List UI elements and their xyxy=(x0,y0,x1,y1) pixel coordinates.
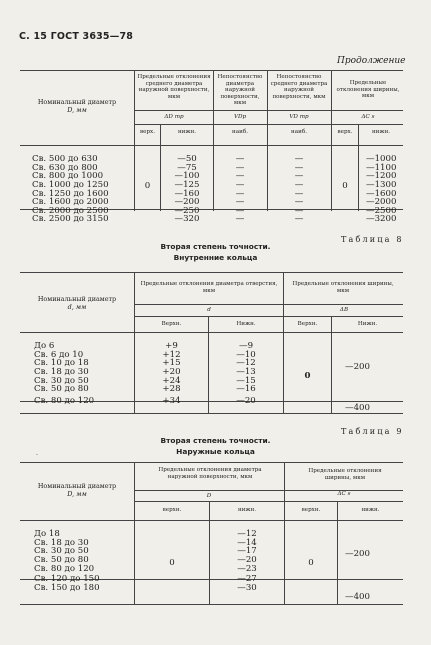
row-label: До 18 xyxy=(34,529,60,539)
table-rule xyxy=(20,145,403,146)
column-header-bore-deviation: Предельные отклонения диаметра отверстия, мкм xyxy=(140,281,278,294)
mean-diameter-variation-column xyxy=(268,155,330,224)
table-rule xyxy=(284,462,285,604)
table-rule xyxy=(358,124,359,211)
width-upper-value: 0 xyxy=(308,558,314,568)
table-rule xyxy=(20,332,403,333)
row-label: Св. 80 до 120 xyxy=(34,563,95,574)
row-label: Св. 18 до 30 xyxy=(34,537,89,548)
column-header-nominal-symbol: D, мм xyxy=(67,490,87,498)
width-lower-value: —3200 xyxy=(366,214,397,225)
dash-value: — xyxy=(294,188,304,199)
subheader-lower: нижн. xyxy=(177,129,197,135)
dash-value: — xyxy=(235,205,245,216)
page-header: С. 15 ГОСТ 3635—78 xyxy=(19,31,134,42)
dash-value: — xyxy=(294,162,304,173)
row-label: Св. 1000 до 1250 xyxy=(32,179,109,190)
lower-deviation-value: —13 xyxy=(236,366,256,377)
row-label: Св. 500 до 630 xyxy=(32,154,98,164)
table-title: Вторая степень точности. xyxy=(160,436,271,445)
symbol-delta-b: ΔB xyxy=(339,307,349,313)
upper-deviation-value: +9 xyxy=(165,341,178,351)
table-rule xyxy=(20,272,403,273)
table-rule xyxy=(20,520,403,521)
column-header-nominal-symbol: d, мм xyxy=(67,303,87,311)
row-label: Св. 50 до 80 xyxy=(34,554,89,565)
table-rule xyxy=(20,604,403,605)
column-header-nominal: Номинальный диаметр xyxy=(37,98,117,106)
table-title: Вторая степень точности. xyxy=(160,242,271,251)
lower-deviation-value: —27 xyxy=(237,574,257,585)
table-subtitle: Наружные кольца xyxy=(176,447,255,456)
lower-deviation-value: —30 xyxy=(237,582,257,593)
row-label: Св. 1600 до 2000 xyxy=(32,197,109,208)
dash-value: — xyxy=(294,205,304,216)
row-label: Св. 800 до 1000 xyxy=(32,171,104,182)
table-rule xyxy=(283,272,284,413)
row-label: Св. 6 до 10 xyxy=(34,349,84,360)
column-header-nominal: Номинальный диаметр xyxy=(37,295,117,303)
dash-value: — xyxy=(235,154,245,164)
lower-deviation-value: —10 xyxy=(236,349,256,360)
column-header-width-deviation: Предельные отклонения ширины, мкм xyxy=(336,80,400,100)
table-rule xyxy=(134,110,403,111)
upper-deviation-value: +24 xyxy=(162,375,181,386)
dash-value: — xyxy=(235,197,245,208)
lower-deviation-value: —9 xyxy=(238,341,254,351)
subheader-upper: верх. xyxy=(140,129,155,135)
row-label: Св. 30 до 50 xyxy=(34,375,89,386)
subheader-lower: нижн. xyxy=(371,129,391,135)
subheader-max: наиб. xyxy=(291,129,307,135)
lower-deviation-value: —12 xyxy=(236,358,256,369)
table-rule xyxy=(337,501,338,604)
table-rule xyxy=(331,316,332,413)
lower-deviation-value: —12 xyxy=(237,529,257,539)
width-lower-value: —2500 xyxy=(366,205,397,216)
upper-deviation-value: +28 xyxy=(162,384,181,395)
diameter-variation-column xyxy=(214,155,266,224)
subheader-lower: нижн. xyxy=(361,507,380,513)
lower-deviation-column xyxy=(209,342,283,405)
width-lower-value: —400 xyxy=(345,592,370,602)
column-header-mean-diameter-variation: Непостоянство среднего диаметра наружной поверхности, мкм xyxy=(270,74,328,100)
table-rule xyxy=(20,462,403,463)
subheader-upper: верх. xyxy=(337,129,353,135)
upper-deviation-value: 0 xyxy=(169,558,175,568)
row-label: Св. 120 до 150 xyxy=(34,574,100,585)
dash-value: — xyxy=(235,171,245,182)
row-label: Св. 80 до 120 xyxy=(34,395,95,406)
row-label: До 6 xyxy=(34,341,55,351)
subheader-lower: Нижн. xyxy=(236,321,256,327)
upper-deviation-value: +12 xyxy=(162,349,181,360)
dash-value: — xyxy=(294,197,304,208)
lower-deviation-value: —20 xyxy=(237,554,257,565)
upper-deviation-value: +20 xyxy=(162,366,181,377)
lower-deviation-value: —160 xyxy=(174,188,200,199)
lower-deviation-value: —50 xyxy=(177,154,197,164)
width-lower-value: —1200 xyxy=(366,171,397,182)
row-label: Св. 2000 до 2500 xyxy=(32,205,109,216)
upper-deviation-column xyxy=(135,342,208,405)
subheader-lower: нижн. xyxy=(237,507,257,513)
width-lower-value: —2000 xyxy=(366,197,397,208)
subheader-upper: верхн. xyxy=(301,507,321,513)
row-labels xyxy=(34,342,94,405)
symbol-vdmp: VD mp xyxy=(289,114,309,120)
lower-deviation-value: —23 xyxy=(237,563,257,574)
row-label: Св. 10 до 18 xyxy=(34,358,89,369)
width-lower-value: —400 xyxy=(345,403,370,413)
table-rule xyxy=(20,413,403,414)
column-header-width-deviation: Предельные отклонения ширины, мкм xyxy=(292,281,394,294)
table-rule xyxy=(134,501,403,502)
width-lower-value: —1300 xyxy=(366,179,397,190)
table-subtitle: Внутренние кольца xyxy=(173,253,258,262)
row-label: Св. 30 до 50 xyxy=(34,546,89,557)
dash-value: — xyxy=(235,214,245,225)
subheader-lower: Нижн. xyxy=(357,321,378,327)
column-header-diameter-variation: Непостоянство диаметра наружной поверхности, мкм xyxy=(217,74,263,107)
column-header-nominal: Номинальный диаметр xyxy=(37,482,117,490)
row-label: Св. 18 до 30 xyxy=(34,366,89,377)
table-number: Таблица 8 xyxy=(341,235,404,244)
symbol-d: D xyxy=(206,493,212,499)
width-lower-column xyxy=(366,155,396,224)
subheader-upper: Верхн. xyxy=(297,321,318,327)
symbol-delta-cs: ΔC s xyxy=(337,491,351,497)
column-header-mean-diameter: Предельные отклонения среднего диаметра наружной поверхности, мкм xyxy=(137,74,211,100)
table-rule xyxy=(134,124,403,125)
lower-deviation-value: —100 xyxy=(174,171,200,182)
row-label: Св. 630 до 800 xyxy=(32,162,98,173)
column-header-nominal-symbol: D, мм xyxy=(67,106,87,114)
symbol-delta-cs: ΔC s xyxy=(361,114,375,120)
lower-deviation-column xyxy=(210,530,284,592)
width-upper-value: 0 xyxy=(342,181,348,191)
width-lower-value: —1000 xyxy=(366,154,397,164)
lower-deviation-value: —125 xyxy=(174,179,200,190)
row-label: Св. 1250 до 1600 xyxy=(32,188,109,199)
continuation-label: Продолжение xyxy=(337,56,406,66)
row-label: Св. 50 до 80 xyxy=(34,384,89,395)
width-lower-value: —1100 xyxy=(366,162,397,173)
subheader-upper: верхн. xyxy=(162,507,182,513)
symbol-vdp: VDp xyxy=(233,114,247,120)
column-header-width-deviation: Предельные отклонения ширины, мкм xyxy=(308,468,382,481)
table-rule xyxy=(134,304,403,305)
width-lower-value: —1600 xyxy=(366,188,397,199)
lower-deviation-value: —20 xyxy=(236,395,256,406)
dash-value: — xyxy=(294,214,304,225)
lower-deviation-value: —17 xyxy=(237,546,257,557)
lower-deviation-column xyxy=(161,155,213,224)
dash-value: — xyxy=(294,171,304,182)
lower-deviation-value: —250 xyxy=(174,205,200,216)
lower-deviation-value: —16 xyxy=(236,384,256,395)
width-lower-value: —200 xyxy=(345,549,370,559)
dash-value: — xyxy=(235,179,245,190)
lower-deviation-value: —200 xyxy=(174,197,200,208)
dash-value: — xyxy=(294,179,304,190)
row-label: Св. 150 до 180 xyxy=(34,582,100,593)
table-rule xyxy=(20,70,403,71)
upper-deviation-value: 0 xyxy=(144,181,151,191)
symbol-d: d xyxy=(207,307,211,313)
dash-value: — xyxy=(294,154,304,164)
dash-value: — xyxy=(235,162,245,173)
subheader-upper: Верхн. xyxy=(161,321,182,327)
symbol-delta-dmp: ΔD mp xyxy=(164,114,184,120)
table-rule xyxy=(134,316,403,317)
stray-mark: . xyxy=(36,450,38,457)
column-header-outer-deviation: Предельные отклонения диаметра наружной поверхности, мкм xyxy=(158,467,262,480)
table-number: Таблица 9 xyxy=(341,427,404,436)
table-rule xyxy=(134,462,135,604)
dash-value: — xyxy=(235,188,245,199)
width-upper-value: 0 xyxy=(304,371,311,381)
upper-deviation-value: +34 xyxy=(162,395,181,406)
lower-deviation-value: —15 xyxy=(236,375,256,386)
row-labels xyxy=(34,530,100,592)
row-labels xyxy=(32,155,109,224)
lower-deviation-value: —14 xyxy=(237,537,257,548)
width-lower-value: —200 xyxy=(345,362,370,372)
row-label: Св. 2500 до 3150 xyxy=(32,214,109,225)
lower-deviation-value: —75 xyxy=(177,162,197,173)
subheader-max: наиб. xyxy=(232,129,248,135)
upper-deviation-value: +15 xyxy=(162,358,181,369)
lower-deviation-value: —320 xyxy=(174,214,200,225)
